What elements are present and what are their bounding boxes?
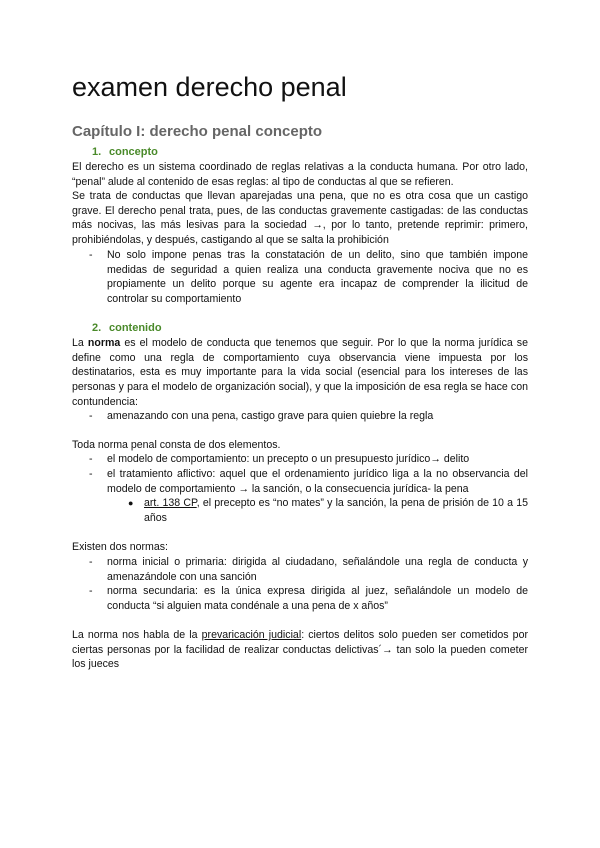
list-item (89, 467, 528, 496)
list-item-text: , el precepto es “no mates” y la sanción, la pena de prisión de 10 a 15 años (144, 497, 528, 524)
text-run: La (72, 337, 88, 349)
section-number: 1. (92, 146, 102, 158)
section-heading-contenido (92, 322, 162, 334)
chapter-title: Capítulo I: derecho penal concepto (72, 123, 323, 140)
text-run: : ciertos delitos solo pueden ser cometidos por ciertas personas por la facilidad de realizar conductas delictivas´→ tan solo la pueden cometer los jueces (72, 629, 528, 671)
dash-bullet: - (89, 410, 93, 422)
list-item (89, 409, 528, 424)
dash-bullet: - (89, 453, 93, 465)
text-run: es el modelo de conducta que tenemos que seguir. Por lo que la norma jurídica se define como una regla de comportamiento cuya observancia viene impuesta por los destinatarios, esta es muy importante para la vida social (esencial para los intereses de las personas y para el modelo de organización social), y que la imposición de esa regla se hace con contundencia: (72, 337, 529, 408)
section-number: 2. (92, 322, 102, 334)
list-item-text: amenazando con una pena, castigo grave para quien quiebre la regla (107, 410, 434, 422)
text-run: La norma nos habla de la (72, 629, 202, 641)
section-heading-text: concepto (109, 146, 158, 158)
list-item (89, 248, 528, 307)
paragraph (72, 628, 528, 672)
document-title: examen derecho penal (72, 72, 347, 102)
paragraph: El derecho es un sistema coordinado de reglas relativas a la conducta humana. Por otro lado, “penal” alude al contenido de esas reglas: al tipo de conductas al que se refieren. (72, 161, 528, 188)
dash-bullet: - (89, 585, 93, 597)
list-item-text: el modelo de comportamiento: un precepto o un presupuesto jurídico→ delito (107, 453, 470, 465)
paragraph: Se trata de conductas que llevan aparejadas una pena, que no es otra cosa que un castigo grave. El derecho penal trata, pues, de las conductas gravemente castigadas: de las conductas más nocivas, las más lesivas para la sociedad →, por lo tanto, pretende reprimir: primero, prohibiéndolas, y después, castigando al que se salta la prohibición (72, 190, 528, 247)
sub-list-item (128, 496, 528, 525)
list-item (89, 452, 528, 467)
list-item-text: norma inicial o primaria: dirigida al ciudadano, señalándole una regla de conducta y amenazándole con una sanción (107, 556, 528, 583)
list-item (89, 555, 528, 584)
list-item-text: No solo impone penas tras la constatación de un delito, sino que también impone medidas de seguridad a quien realiza una conducta gravemente nociva que no es propiamente un delito porque su agente era incapaz de comprender la ilicitud de controlar su comportamiento (107, 249, 528, 306)
paragraph (72, 336, 528, 410)
dash-bullet: - (89, 468, 93, 480)
dot-bullet: ● (128, 498, 134, 508)
section-heading-concepto (92, 146, 158, 158)
dash-bullet: - (89, 556, 93, 568)
list-item-text: norma secundaria: es la única expresa dirigida al juez, señalándole un modelo de conducta “si alguien mata condénale a una pena de x años” (107, 585, 528, 612)
prevaricacion-link[interactable]: prevaricación judicial (201, 629, 302, 641)
paragraph: Existen dos normas: (72, 541, 168, 553)
dash-bullet: - (89, 249, 93, 261)
bold-term: norma (87, 337, 121, 349)
paragraph: Toda norma penal consta de dos elementos. (72, 439, 281, 451)
section-heading-text: contenido (109, 322, 162, 334)
list-item-text: el tratamiento aflictivo: aquel que el ordenamiento jurídico liga a la no observancia del modelo de comportamiento → la sanción, o la consecuencia jurídica- la pena (107, 468, 528, 495)
article-link[interactable]: art. 138 CP (144, 497, 197, 509)
list-item (89, 584, 528, 613)
